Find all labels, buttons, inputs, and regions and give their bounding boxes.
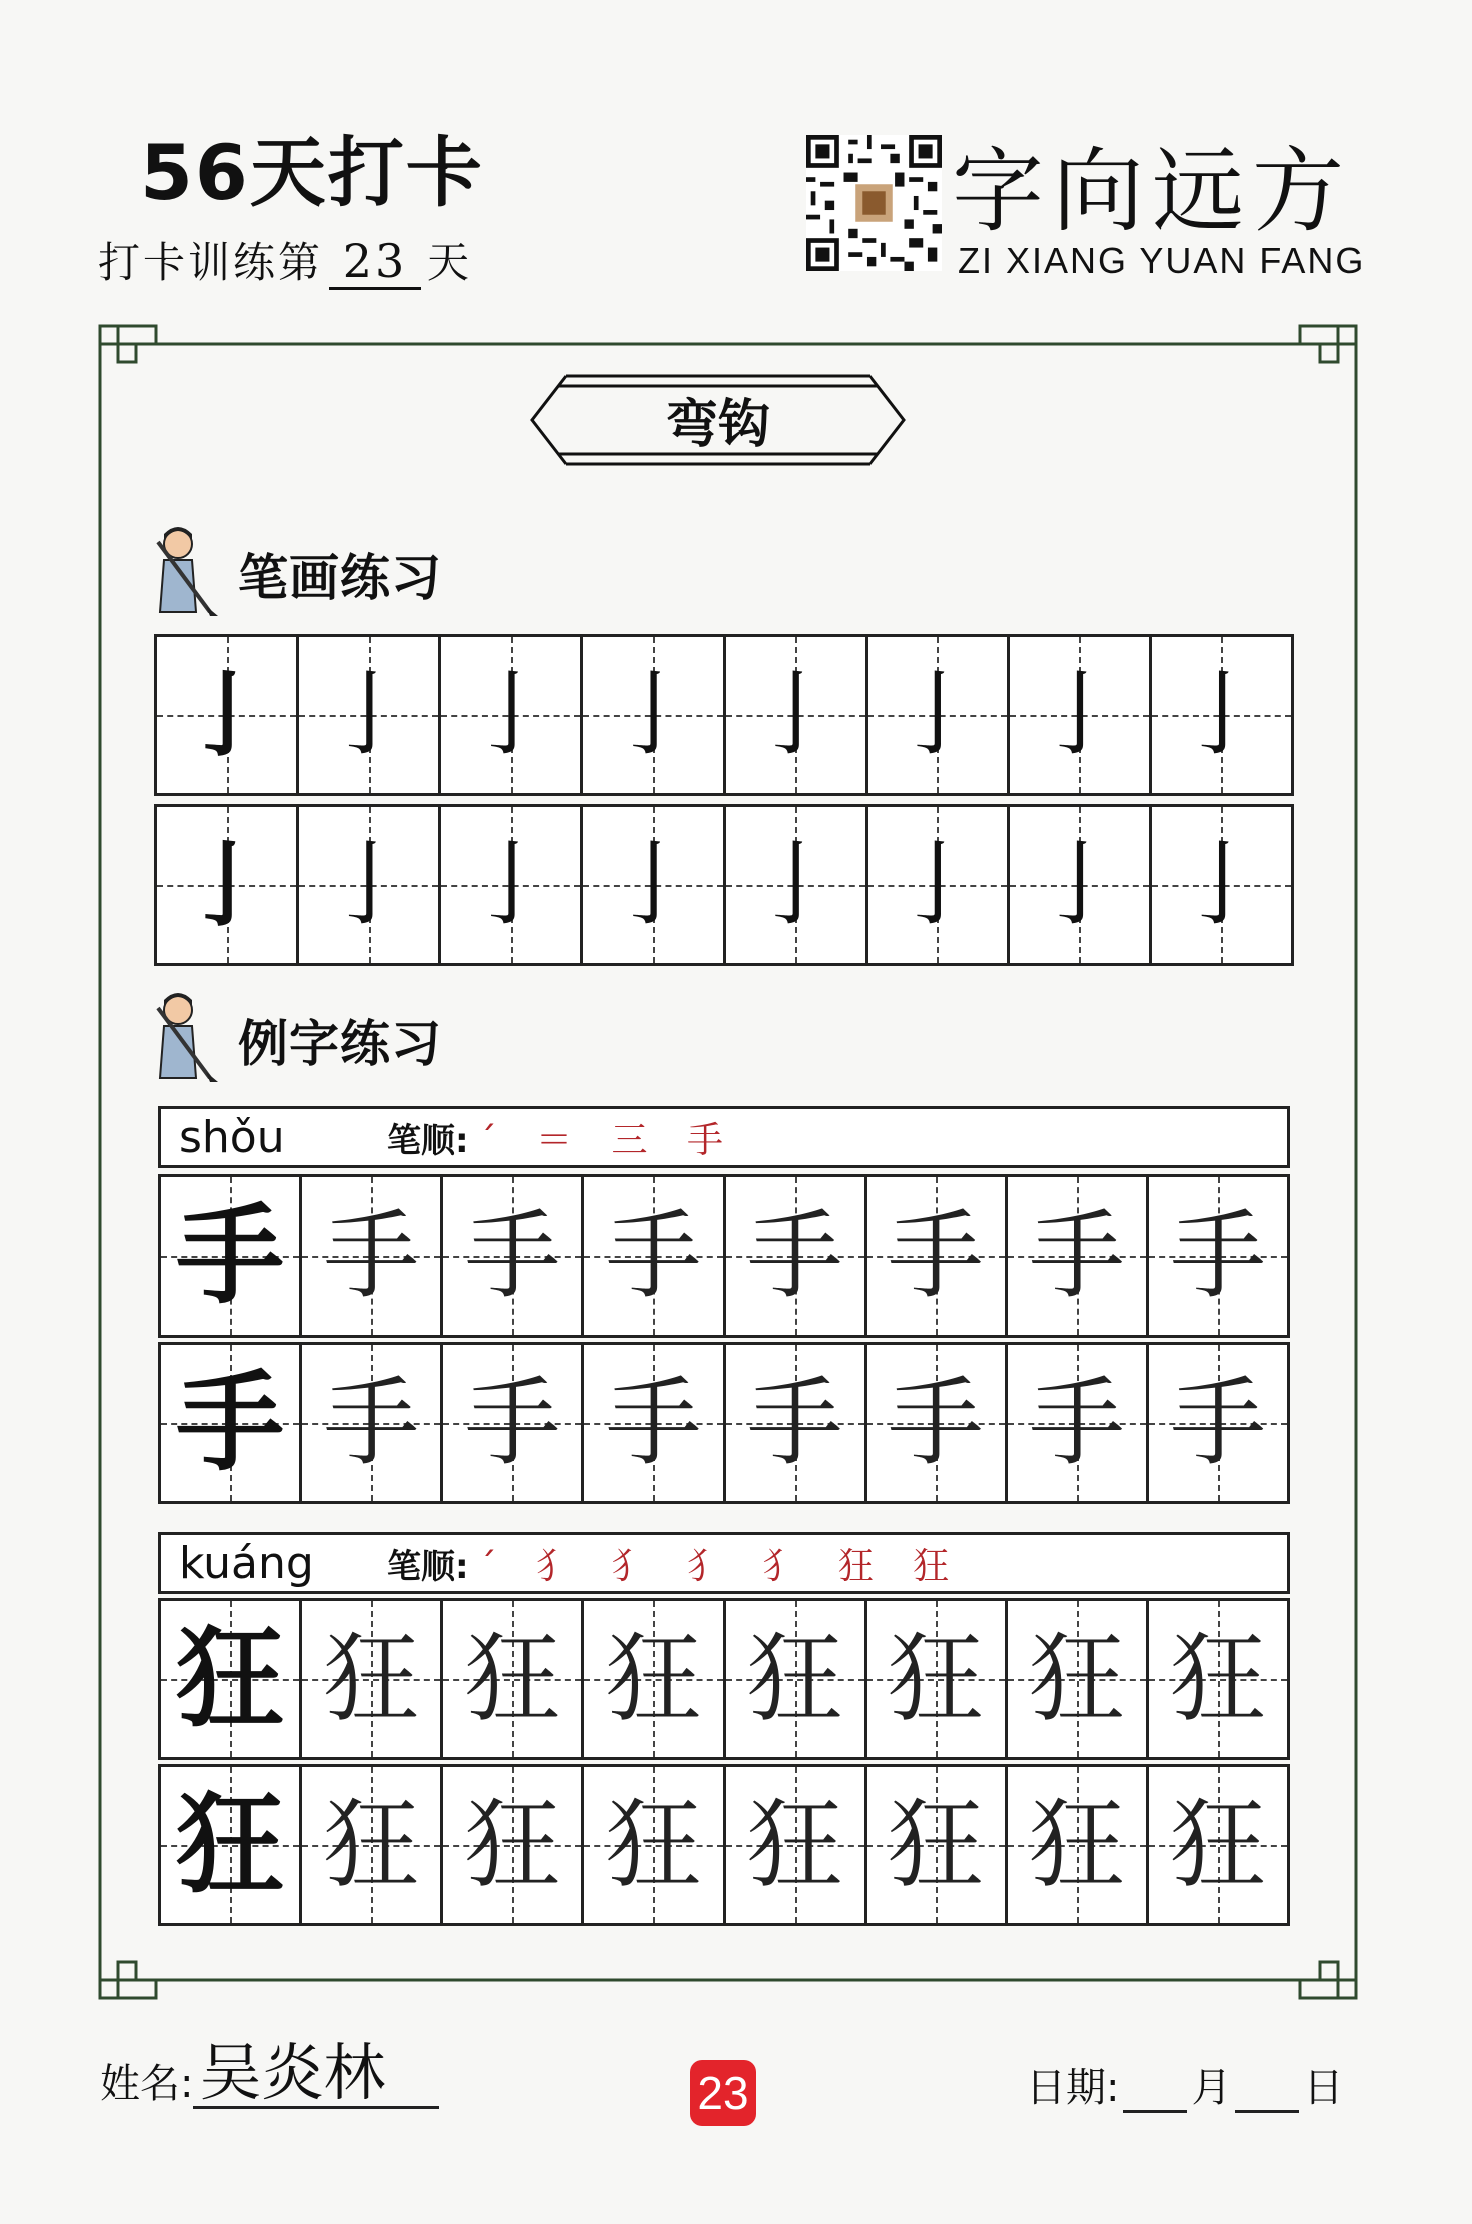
- stroke-glyph: 亅: [464, 831, 557, 938]
- month-label: 月: [1191, 2065, 1232, 2111]
- grid-cell[interactable]: [161, 1767, 302, 1923]
- example-section-title: 例字练习: [238, 1015, 442, 1073]
- stroke-order-sequence: ´ ＝ 三 手: [478, 1119, 737, 1161]
- date-field: [1026, 2056, 1343, 2113]
- grid-cell[interactable]: [867, 1345, 1008, 1501]
- day-blank[interactable]: [1235, 2110, 1299, 2113]
- stroke-grid-row-1: [154, 634, 1294, 796]
- grid-cell[interactable]: [302, 1767, 443, 1923]
- grid-cell[interactable]: [161, 1345, 302, 1501]
- checkin-day-value: 23: [329, 235, 421, 290]
- pinyin-label: kuáng: [179, 1537, 314, 1589]
- stroke-glyph: 亅: [322, 661, 415, 768]
- stroke-glyph: 亅: [891, 831, 984, 938]
- name-label: 姓名:: [100, 2061, 194, 2107]
- grid-cell[interactable]: [1008, 1767, 1149, 1923]
- grid-cell[interactable]: [299, 637, 441, 793]
- grid-cell[interactable]: [726, 1177, 867, 1335]
- stroke-glyph: 亅: [322, 831, 415, 938]
- grid-cell[interactable]: [584, 1767, 725, 1923]
- practice-character: 手: [887, 1367, 984, 1479]
- practice-character: 手: [1028, 1367, 1125, 1479]
- practice-character: 手: [746, 1367, 843, 1479]
- name-field: [100, 2036, 439, 2109]
- grid-cell[interactable]: [1149, 1177, 1287, 1335]
- stroke-order-sequence: ´ 犭 犭 犭 犭 狂 狂: [478, 1545, 964, 1587]
- practice-character: 手: [464, 1200, 561, 1312]
- practice-character: 狂: [887, 1623, 984, 1735]
- grid-cell[interactable]: [1008, 1345, 1149, 1501]
- grid-cell[interactable]: [726, 1601, 867, 1757]
- scholar-icon: [150, 986, 230, 1082]
- grid-cell[interactable]: [161, 1601, 302, 1757]
- char-grid-shou-row-1: [158, 1174, 1290, 1338]
- model-character: 手: [176, 1193, 285, 1319]
- practice-character: 狂: [746, 1623, 843, 1735]
- grid-cell[interactable]: [1152, 807, 1291, 963]
- stroke-glyph: 亅: [606, 831, 699, 938]
- grid-cell[interactable]: [1010, 637, 1152, 793]
- brand-name: 字向远方: [952, 138, 1353, 245]
- practice-character: 狂: [1169, 1623, 1266, 1735]
- grid-cell[interactable]: [1149, 1767, 1287, 1923]
- stroke-section-title: 笔画练习: [238, 549, 442, 607]
- stroke-glyph: 亅: [1175, 661, 1268, 768]
- grid-cell[interactable]: [1149, 1601, 1287, 1757]
- grid-cell[interactable]: [443, 1177, 584, 1335]
- stroke-section-header: [150, 520, 442, 616]
- grid-cell[interactable]: [584, 1177, 725, 1335]
- grid-cell[interactable]: [161, 1177, 302, 1335]
- checkin-day-suffix: 天: [427, 238, 473, 287]
- grid-cell[interactable]: [583, 637, 725, 793]
- stroke-glyph: 亅: [180, 831, 273, 939]
- grid-cell[interactable]: [583, 807, 725, 963]
- stroke-grid-row-2: [154, 804, 1294, 966]
- grid-cell[interactable]: [302, 1177, 443, 1335]
- grid-cell[interactable]: [1149, 1345, 1287, 1501]
- practice-character: 狂: [323, 1623, 420, 1735]
- month-blank[interactable]: [1123, 2110, 1187, 2113]
- stroke-glyph: 亅: [749, 831, 842, 938]
- practice-character: 狂: [605, 1623, 702, 1735]
- lesson-title: 弯钩: [665, 395, 770, 455]
- stroke-glyph: 亅: [1175, 831, 1268, 938]
- name-value[interactable]: 吴炎林: [193, 2040, 439, 2109]
- grid-cell[interactable]: [443, 1601, 584, 1757]
- grid-cell[interactable]: [1152, 637, 1291, 793]
- practice-character: 手: [1169, 1367, 1266, 1479]
- stroke-glyph: 亅: [1033, 661, 1126, 768]
- model-character: 狂: [176, 1616, 285, 1742]
- grid-cell[interactable]: [1010, 807, 1152, 963]
- practice-character: 手: [323, 1200, 420, 1312]
- checkin-day-line: [98, 230, 472, 290]
- practice-character: 狂: [605, 1789, 702, 1901]
- grid-cell[interactable]: [443, 1345, 584, 1501]
- practice-character: 狂: [464, 1623, 561, 1735]
- grid-cell[interactable]: [302, 1345, 443, 1501]
- grid-cell[interactable]: [867, 1601, 1008, 1757]
- practice-character: 狂: [746, 1789, 843, 1901]
- page-number-badge: 23: [690, 2060, 756, 2126]
- brand-name-pinyin: ZI XIANG YUAN FANG: [958, 240, 1366, 281]
- grid-cell[interactable]: [868, 807, 1010, 963]
- grid-cell[interactable]: [584, 1601, 725, 1757]
- practice-character: 狂: [464, 1789, 561, 1901]
- stroke-glyph: 亅: [464, 661, 557, 768]
- practice-character: 狂: [1028, 1789, 1125, 1901]
- stroke-order-label: 笔顺:: [387, 1546, 469, 1587]
- date-label: 日期:: [1026, 2065, 1120, 2111]
- grid-cell[interactable]: [441, 807, 583, 963]
- practice-character: 手: [323, 1367, 420, 1479]
- practice-character: 手: [1028, 1200, 1125, 1312]
- practice-character: 狂: [887, 1789, 984, 1901]
- grid-cell[interactable]: [157, 637, 299, 793]
- stroke-glyph: 亅: [749, 661, 842, 768]
- practice-character: 手: [887, 1200, 984, 1312]
- grid-cell[interactable]: [302, 1601, 443, 1757]
- day-label: 日: [1303, 2065, 1344, 2111]
- practice-character: 手: [464, 1367, 561, 1479]
- practice-character: 狂: [323, 1789, 420, 1901]
- pinyin-label: shǒu: [179, 1111, 285, 1163]
- grid-cell[interactable]: [726, 807, 868, 963]
- grid-cell[interactable]: [584, 1345, 725, 1501]
- model-character: 狂: [176, 1782, 285, 1908]
- practice-character: 手: [605, 1200, 702, 1312]
- grid-cell[interactable]: [868, 637, 1010, 793]
- pinyin-bar-shou: [158, 1106, 1290, 1168]
- stroke-glyph: 亅: [1033, 831, 1126, 938]
- practice-character: 狂: [1028, 1623, 1125, 1735]
- practice-character: 狂: [1169, 1789, 1266, 1901]
- example-section-header: [150, 986, 442, 1082]
- practice-character: 手: [746, 1200, 843, 1312]
- char-grid-kuang-row-2: [158, 1764, 1290, 1926]
- grid-cell[interactable]: [441, 637, 583, 793]
- grid-cell[interactable]: [1008, 1601, 1149, 1757]
- grid-cell[interactable]: [726, 1767, 867, 1923]
- grid-cell[interactable]: [157, 807, 299, 963]
- checkin-day-prefix: 打卡训练第: [98, 238, 324, 287]
- grid-cell[interactable]: [726, 1345, 867, 1501]
- scholar-icon: [150, 520, 230, 616]
- grid-cell[interactable]: [726, 637, 868, 793]
- page-title: 56天打卡: [140, 128, 484, 217]
- grid-cell[interactable]: [443, 1767, 584, 1923]
- stroke-glyph: 亅: [606, 661, 699, 768]
- grid-cell[interactable]: [299, 807, 441, 963]
- stroke-order-label: 笔顺:: [387, 1120, 469, 1161]
- qr-code-icon: [806, 134, 942, 272]
- practice-character: 手: [1169, 1200, 1266, 1312]
- grid-cell[interactable]: [867, 1767, 1008, 1923]
- practice-character: 手: [605, 1367, 702, 1479]
- pinyin-bar-kuang: [158, 1532, 1290, 1594]
- stroke-glyph: 亅: [180, 661, 273, 769]
- stroke-glyph: 亅: [891, 661, 984, 768]
- grid-cell[interactable]: [1008, 1177, 1149, 1335]
- grid-cell[interactable]: [867, 1177, 1008, 1335]
- char-grid-kuang-row-1: [158, 1598, 1290, 1760]
- model-character: 手: [176, 1360, 285, 1486]
- char-grid-shou-row-2: [158, 1342, 1290, 1504]
